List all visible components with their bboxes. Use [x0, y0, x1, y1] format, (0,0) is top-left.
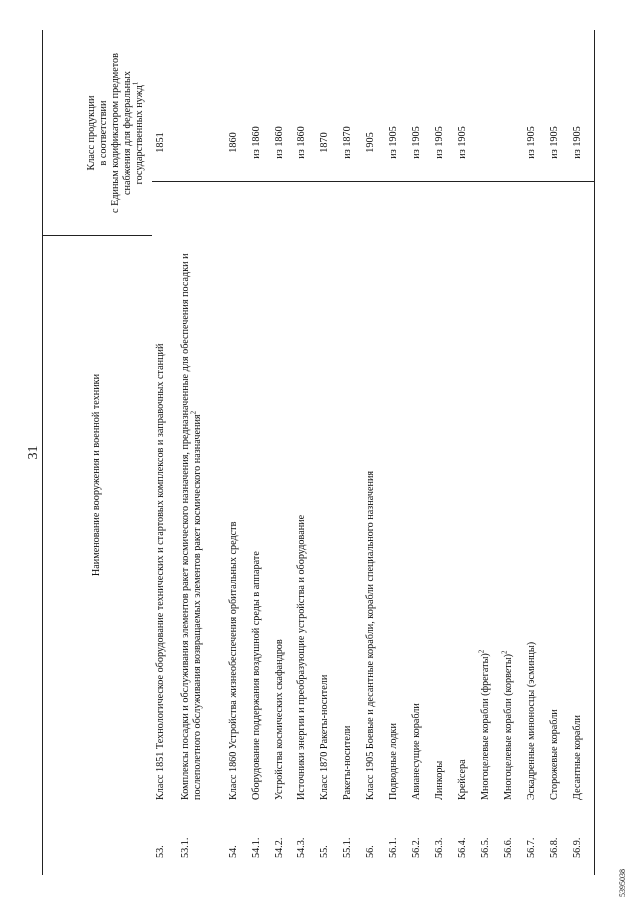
row-class: 1860	[228, 132, 239, 153]
row-number: 56.	[365, 845, 376, 858]
row-name	[457, 230, 469, 800]
row-name	[526, 230, 538, 800]
header-class-line: в соответствии	[98, 100, 109, 166]
row-name-text: Линкоры	[434, 760, 445, 800]
row-class: из 1905	[549, 126, 560, 159]
row-name	[434, 230, 446, 800]
row-number: 56.7.	[526, 837, 537, 858]
row-number: 55.1.	[342, 837, 353, 858]
row-class: из 1905	[434, 126, 445, 159]
row-name-text: Многоцелевые корабли (фрегаты)	[480, 653, 491, 800]
footnote-mark: 2	[500, 650, 509, 654]
table-top-rule	[42, 30, 43, 875]
header-class-line: снабжения для федеральных	[122, 71, 133, 196]
row-class: из 1905	[572, 126, 583, 159]
row-name	[500, 230, 515, 800]
header-class-line: с Единым кодификатором предметов	[110, 53, 121, 213]
row-number: 56.9.	[572, 837, 583, 858]
row-class: из 1860	[251, 126, 262, 159]
page-number: 31	[26, 445, 41, 460]
footnote-mark: 2	[477, 649, 486, 654]
row-class: из 1905	[411, 126, 422, 159]
header-class-text: государственных нужд	[134, 85, 145, 185]
row-number: 56.3.	[434, 837, 445, 858]
header-divider	[42, 235, 152, 236]
row-name-text: Крейсера	[457, 759, 468, 800]
header-class-line: Класс продукции	[86, 95, 97, 171]
row-class: из 1905	[526, 126, 537, 159]
row-name	[388, 230, 400, 800]
row-class: 1870	[319, 132, 330, 153]
row-number: 54.2.	[274, 837, 285, 858]
row-name-text: Ракеты-носители	[342, 725, 353, 800]
row-name-text: Авианесущие корабли	[411, 703, 422, 800]
row-name	[411, 230, 423, 800]
footnote-mark: 2	[189, 410, 198, 415]
row-class: из 1870	[342, 126, 353, 159]
row-name	[549, 230, 561, 800]
row-number: 56.2.	[411, 837, 422, 858]
row-name	[251, 230, 263, 800]
row-number: 56.5.	[480, 837, 491, 858]
row-number: 56.1.	[388, 837, 399, 858]
row-name-text: Класс 1905 Боевые и десантные корабли, корабли специального назначения	[365, 470, 376, 800]
row-name	[296, 230, 308, 800]
row-number: 54.1.	[251, 837, 262, 858]
row-name	[365, 230, 377, 800]
header-class-line	[131, 39, 146, 227]
row-name-text: Десантные корабли	[572, 715, 583, 800]
row-number: 56.4.	[457, 837, 468, 858]
row-number: 54.3.	[296, 837, 307, 858]
row-number: 55.	[319, 845, 330, 858]
row-class: из 1860	[296, 126, 307, 159]
row-number: 53.	[155, 845, 166, 858]
row-name	[180, 230, 204, 800]
row-name-text: Сторожевые корабли	[549, 709, 560, 800]
row-name	[342, 230, 354, 800]
row-class: 1905	[365, 132, 376, 153]
row-name-text: Многоцелевые корабли (корветы)	[503, 653, 514, 800]
row-name-text: Эскадренные миноносцы (эсминцы)	[526, 641, 537, 800]
row-number: 56.8.	[549, 837, 560, 858]
row-name-text: Оборудование поддержания воздушной среды в аппарате	[251, 551, 262, 800]
row-number: 56.6.	[503, 837, 514, 858]
row-name-text: Источники энергии и преобразующие устройства и оборудование	[296, 514, 307, 800]
row-class: из 1860	[274, 126, 285, 159]
header-name-column: Наименование вооружения и военной техники	[91, 373, 102, 577]
document-id: 5395038	[618, 869, 627, 897]
row-name	[572, 230, 584, 800]
row-name	[319, 230, 331, 800]
row-name	[274, 230, 286, 800]
row-class: из 1905	[388, 126, 399, 159]
row-number: 54.	[228, 845, 239, 858]
footnote-mark: 1	[131, 81, 140, 86]
row-name-text: Устройства космических скафандров	[274, 639, 285, 800]
row-number: 53.1.	[180, 837, 191, 858]
row-class: из 1905	[457, 126, 468, 159]
row-name	[155, 230, 167, 800]
header-class-column	[86, 39, 146, 227]
row-name-text: Класс 1860 Устройства жизнеобеспечения орбитальных средств	[228, 521, 239, 800]
table-bottom-rule	[594, 30, 595, 875]
row-name-text: Комплексы посадки и обслуживания элементов ракет космического назначения, предназначенные для обеспечения посадки и послеполетного обслуживания возвращаемых элементов ракет космического назначения	[180, 253, 203, 800]
row-name	[228, 230, 240, 800]
row-name-text: Класс 1870 Ракеты-носители	[319, 674, 330, 800]
row-name-text: Подводные лодки	[388, 723, 399, 800]
row-name	[477, 230, 492, 800]
row-class: 1851	[155, 132, 166, 153]
row-name-text: Класс 1851 Технологическое оборудование технических и стартовых комплексов и заправочных станций	[155, 343, 166, 800]
